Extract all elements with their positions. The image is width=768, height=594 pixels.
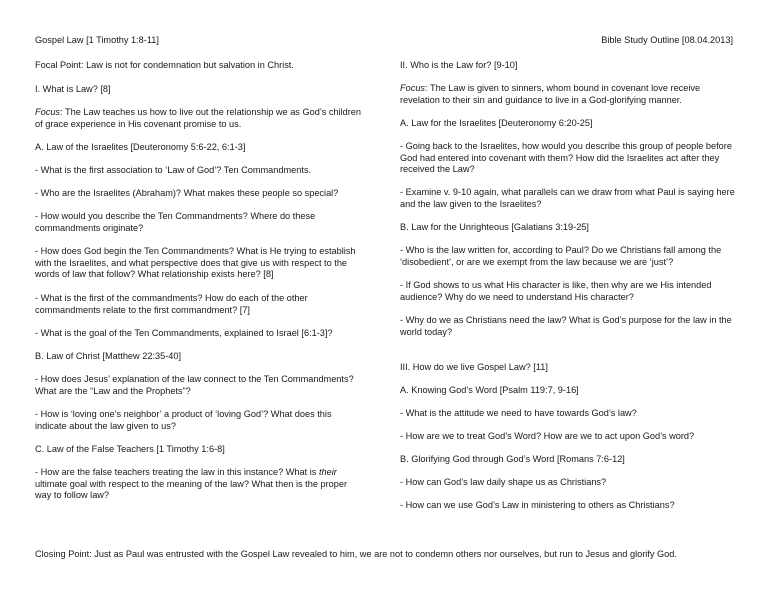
subsection-3a-heading: A. Knowing God’s Word [Psalm 119:7, 9-16]	[400, 385, 579, 395]
section-1-heading: I. What is Law? [8]	[35, 84, 111, 94]
question-2a-1: - Going back to the Israelites, how would you describe this group of people before God had entered into covenant with them? How did the Israelites act after they received the Law?	[400, 141, 732, 175]
question-1a-4: - How does God begin the Ten Commandments? What is He trying to establish with the Israelites, and what perspective does that give us with respect to the words of law that follow? What relationship exists here? [8]	[35, 246, 356, 280]
focal-point: Focal Point: Law is not for condemnation but salvation in Christ.	[35, 60, 294, 70]
question-1c-1-text-a: - How are the false teachers treating the law in this instance? What is	[35, 467, 319, 477]
question-1a-6: - What is the goal of the Ten Commandments, explained to Israel [6:1-3]?	[35, 328, 333, 338]
focus-text: : The Law teaches us how to live out the relationship we as God’s children of grace experience in His covenant promise to us.	[35, 107, 362, 129]
subsection-2b-heading: B. Law for the Unrighteous [Galatians 3:19-25]	[400, 222, 589, 232]
subsection-3b-heading: B. Glorifying God through God’s Word [Romans 7:6-12]	[400, 454, 625, 464]
question-2a-2: - Examine v. 9-10 again, what parallels can we draw from what Paul is saying here and the law given to the Israelites?	[400, 187, 735, 209]
question-1a-5: - What is the first of the commandments? How do each of the other commandments relate to the first commandment? [7]	[35, 293, 308, 315]
focus-label: Focus	[35, 107, 61, 117]
question-3a-1: - What is the attitude we need to have towards God’s law?	[400, 408, 637, 418]
question-2b-2: - If God shows to us what His character is like, then why are we His intended audience? Why do we need to understand His character?	[400, 280, 712, 302]
question-1c-1-emphasis: their	[318, 467, 337, 477]
focus-label: Focus	[400, 83, 426, 93]
question-3a-2: - How are we to treat God’s Word? How are we to act upon God’s word?	[400, 431, 695, 441]
question-3b-1: - How can God’s law daily shape us as Christians?	[400, 477, 607, 487]
focus-text: : The Law is given to sinners, whom bound in covenant love receive revelation to their sin and guidance to live in a God-glorifying manner.	[400, 83, 701, 105]
subsection-1c-heading: C. Law of the False Teachers [1 Timothy 1:6-8]	[35, 444, 225, 454]
question-1b-2: - How is ‘loving one’s neighbor’ a product of ‘loving God’? What does this indicate about the law given to us?	[35, 409, 332, 431]
section-2-heading: II. Who is the Law for? [9-10]	[400, 60, 518, 70]
question-1a-2: - Who are the Israelites (Abraham)? What makes these people so special?	[35, 188, 339, 198]
subsection-1a-heading: A. Law of the Israelites [Deuteronomy 5:6-22, 6:1-3]	[35, 142, 246, 152]
question-2b-3: - Why do we as Christians need the law? What is God’s purpose for the law in the world today?	[400, 315, 732, 337]
question-1a-3: - How would you describe the Ten Commandments? Where do these commandments originate?	[35, 211, 316, 233]
question-3b-2: - How can we use God’s Law in ministering to others as Christians?	[400, 500, 675, 510]
section-2-focus	[400, 83, 735, 106]
document-title: Gospel Law [1 Timothy 1:8-11]	[35, 35, 159, 45]
question-2b-1: - Who is the law written for, according to Paul? Do we Christians fall among the ‘disobedient’, or are we exempt from the law because we are ‘just’?	[400, 245, 722, 267]
section-1-focus	[35, 107, 365, 130]
subsection-2a-heading: A. Law for the Israelites [Deuteronomy 6:20-25]	[400, 118, 593, 128]
question-1c-1-text-b: ultimate goal with respect to the meaning of the law? What then is the proper way to follow law?	[35, 478, 348, 501]
question-1a-1: - What is the first association to ‘Law of God’? Ten Commandments.	[35, 165, 312, 175]
subsection-1b-heading: B. Law of Christ [Matthew 22:35-40]	[35, 351, 182, 361]
question-1c-1	[35, 467, 365, 502]
section-3-heading: III. How do we live Gospel Law? [11]	[400, 362, 548, 372]
question-1b-1: - How does Jesus’ explanation of the law connect to the Ten Commandments? What are the “Law and the Prophets”?	[35, 374, 354, 396]
document-series-date: Bible Study Outline [08.04.2013]	[601, 35, 733, 45]
closing-point: Closing Point: Just as Paul was entrusted with the Gospel Law revealed to him, we are not to condemn others nor ourselves, but run to Jesus and glorify God.	[35, 549, 677, 559]
